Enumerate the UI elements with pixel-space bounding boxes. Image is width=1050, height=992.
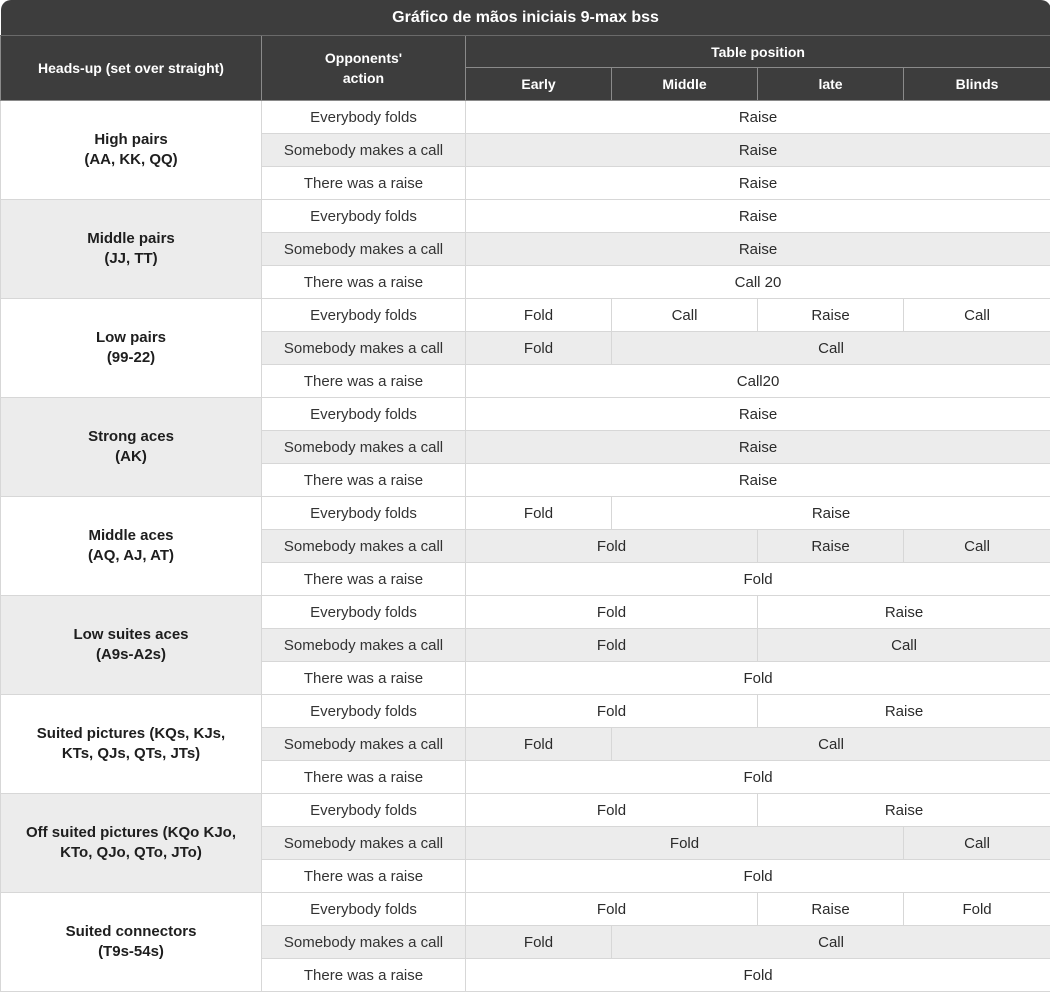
decision-cell: Fold <box>466 695 758 728</box>
opponent-action-cell: There was a raise <box>262 464 466 497</box>
opponent-action-cell: Everybody folds <box>262 200 466 233</box>
opponent-action-cell: There was a raise <box>262 959 466 992</box>
decision-cell: Call <box>758 629 1050 662</box>
hand-group-label: Suited pictures (KQs, KJs, KTs, QJs, QTs, JTs) <box>1 695 262 794</box>
decision-cell: Fold <box>466 629 758 662</box>
decision-cell: Raise <box>466 431 1050 464</box>
hand-group-label: Strong aces (AK) <box>1 398 262 497</box>
table-row <box>1 695 1050 728</box>
table-row <box>1 398 1050 431</box>
decision-cell: Call <box>612 332 1050 365</box>
opponent-action-cell: Somebody makes a call <box>262 332 466 365</box>
position-header-early: Early <box>466 68 612 101</box>
decision-cell: Raise <box>466 464 1050 497</box>
decision-cell: Fold <box>466 926 612 959</box>
decision-cell: Call20 <box>466 365 1050 398</box>
decision-cell: Fold <box>466 959 1050 992</box>
position-header-blinds: Blinds <box>904 68 1050 101</box>
decision-cell: Raise <box>758 893 904 926</box>
opponent-action-cell: Everybody folds <box>262 398 466 431</box>
decision-cell: Fold <box>466 761 1050 794</box>
decision-cell: Raise <box>466 233 1050 266</box>
table-title: Gráfico de mãos iniciais 9-max bss <box>1 0 1050 36</box>
decision-cell: Fold <box>466 497 612 530</box>
decision-cell: Fold <box>466 596 758 629</box>
opponent-action-cell: Somebody makes a call <box>262 629 466 662</box>
table-row <box>1 794 1050 827</box>
hand-group-label: Middle pairs (JJ, TT) <box>1 200 262 299</box>
decision-cell: Fold <box>466 860 1050 893</box>
opponent-action-cell: Somebody makes a call <box>262 233 466 266</box>
decision-cell: Raise <box>758 695 1050 728</box>
opponent-action-cell: Somebody makes a call <box>262 530 466 563</box>
opponent-action-cell: Somebody makes a call <box>262 827 466 860</box>
table-row <box>1 893 1050 926</box>
opponent-action-cell: Everybody folds <box>262 794 466 827</box>
decision-cell: Fold <box>466 662 1050 695</box>
opponent-action-cell: Everybody folds <box>262 101 466 134</box>
opponent-action-cell: There was a raise <box>262 167 466 200</box>
decision-cell: Fold <box>466 794 758 827</box>
opponent-action-cell: Somebody makes a call <box>262 134 466 167</box>
decision-cell: Call 20 <box>466 266 1050 299</box>
opponent-action-cell: There was a raise <box>262 761 466 794</box>
opponent-action-cell: Everybody folds <box>262 497 466 530</box>
opponent-action-cell: There was a raise <box>262 266 466 299</box>
decision-cell: Call <box>612 299 758 332</box>
table-body <box>1 101 1050 992</box>
opponent-action-cell: Everybody folds <box>262 299 466 332</box>
decision-cell: Fold <box>466 332 612 365</box>
table-row <box>1 596 1050 629</box>
opponent-action-cell: Everybody folds <box>262 893 466 926</box>
opponent-action-cell: Somebody makes a call <box>262 926 466 959</box>
opponent-action-cell: There was a raise <box>262 662 466 695</box>
opponent-action-cell: Somebody makes a call <box>262 431 466 464</box>
opponent-action-cell: There was a raise <box>262 860 466 893</box>
decision-cell: Fold <box>466 728 612 761</box>
decision-cell: Raise <box>612 497 1050 530</box>
hand-group-label: High pairs (AA, KK, QQ) <box>1 101 262 200</box>
hand-group-label: Low pairs (99-22) <box>1 299 262 398</box>
hand-group-label: Middle aces (AQ, AJ, AT) <box>1 497 262 596</box>
decision-cell: Fold <box>466 563 1050 596</box>
opponent-action-cell: Everybody folds <box>262 695 466 728</box>
decision-cell: Raise <box>466 167 1050 200</box>
decision-cell: Raise <box>466 200 1050 233</box>
table-row <box>1 200 1050 233</box>
decision-cell: Fold <box>466 827 904 860</box>
decision-cell: Call <box>904 530 1050 563</box>
decision-cell: Call <box>904 299 1050 332</box>
decision-cell: Fold <box>466 893 758 926</box>
decision-cell: Raise <box>758 299 904 332</box>
decision-cell: Raise <box>466 134 1050 167</box>
opponent-action-cell: Somebody makes a call <box>262 728 466 761</box>
position-header-middle: Middle <box>612 68 758 101</box>
decision-cell: Call <box>904 827 1050 860</box>
decision-cell: Raise <box>758 530 904 563</box>
hand-group-label: Off suited pictures (KQo KJo, KTo, QJo, QTo, JTo) <box>1 794 262 893</box>
decision-cell: Fold <box>466 299 612 332</box>
decision-cell: Raise <box>466 101 1050 134</box>
decision-cell: Fold <box>904 893 1050 926</box>
decision-cell: Call <box>612 926 1050 959</box>
decision-cell: Raise <box>466 398 1050 431</box>
hand-column-header: Heads-up (set over straight) <box>1 36 262 101</box>
table-row <box>1 497 1050 530</box>
action-column-header: Opponents' action <box>262 36 466 101</box>
decision-cell: Raise <box>758 794 1050 827</box>
decision-cell: Raise <box>758 596 1050 629</box>
opponent-action-cell: Everybody folds <box>262 596 466 629</box>
decision-cell: Call <box>612 728 1050 761</box>
decision-cell: Fold <box>466 530 758 563</box>
hand-group-label: Low suites aces (A9s-A2s) <box>1 596 262 695</box>
table-row <box>1 101 1050 134</box>
position-header-late: late <box>758 68 904 101</box>
opponent-action-cell: There was a raise <box>262 563 466 596</box>
hand-group-label: Suited connectors (T9s-54s) <box>1 893 262 992</box>
opponent-action-cell: There was a raise <box>262 365 466 398</box>
table-row <box>1 299 1050 332</box>
table-position-header: Table position <box>466 36 1050 68</box>
